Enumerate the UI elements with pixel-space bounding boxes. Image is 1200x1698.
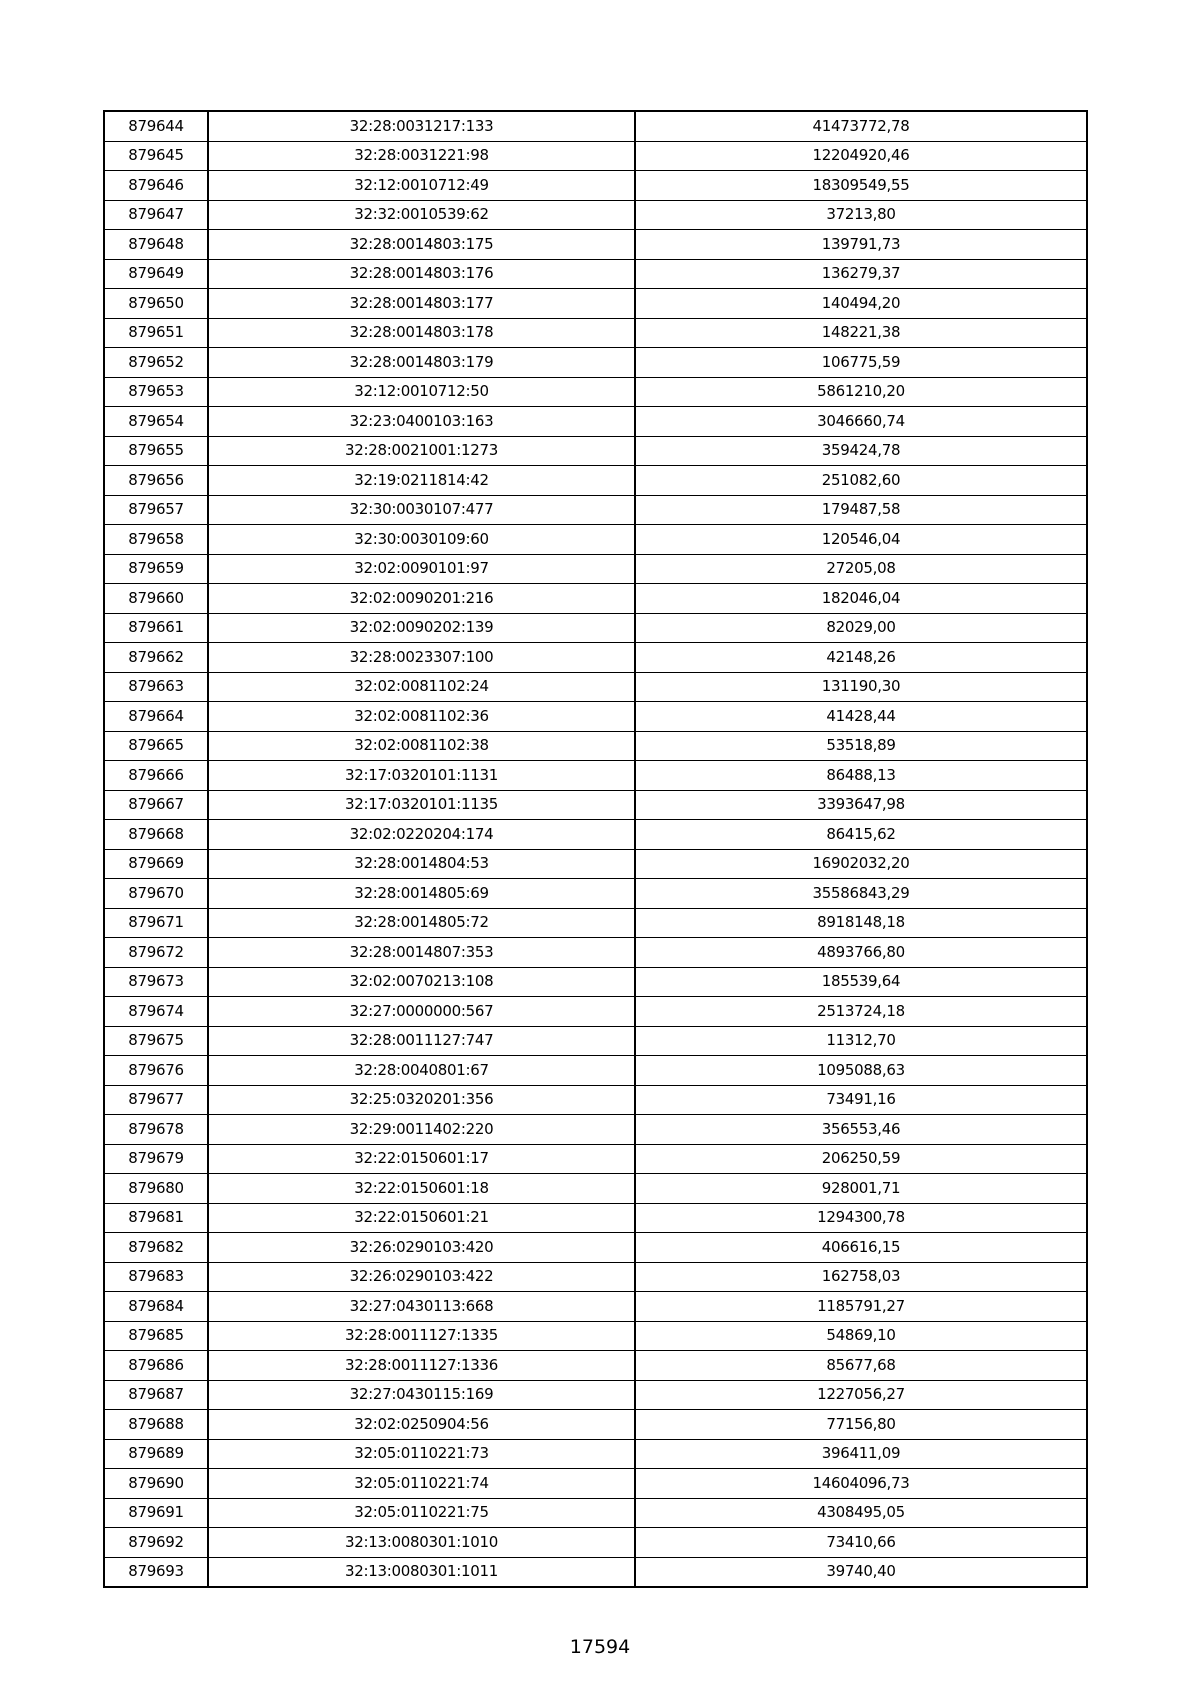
record-number-cell: 879645 <box>104 141 208 171</box>
cadastral-number-cell: 32:22:0150601:17 <box>208 1144 635 1174</box>
table-row <box>104 643 1087 673</box>
record-number-cell: 879658 <box>104 525 208 555</box>
cadastral-value-cell: 356553,46 <box>635 1115 1087 1145</box>
table-row <box>104 1115 1087 1145</box>
record-number-cell: 879691 <box>104 1498 208 1528</box>
cadastral-value-cell: 73491,16 <box>635 1085 1087 1115</box>
record-number-cell: 879675 <box>104 1026 208 1056</box>
record-number-cell: 879692 <box>104 1528 208 1558</box>
cadastral-number-cell: 32:02:0090202:139 <box>208 613 635 643</box>
record-number-cell: 879667 <box>104 790 208 820</box>
record-number-cell: 879656 <box>104 466 208 496</box>
record-number-cell: 879659 <box>104 554 208 584</box>
cadastral-number-cell: 32:28:0014803:178 <box>208 318 635 348</box>
page-number: 17594 <box>569 1636 631 1658</box>
record-number-cell: 879690 <box>104 1469 208 1499</box>
table-row <box>104 672 1087 702</box>
cadastral-number-cell: 32:05:0110221:73 <box>208 1439 635 1469</box>
table-row <box>104 525 1087 555</box>
table-row <box>104 584 1087 614</box>
cadastral-number-cell: 32:12:0010712:50 <box>208 377 635 407</box>
cadastral-number-cell: 32:13:0080301:1011 <box>208 1557 635 1587</box>
table-row <box>104 908 1087 938</box>
record-number-cell: 879681 <box>104 1203 208 1233</box>
cadastral-value-cell: 4308495,05 <box>635 1498 1087 1528</box>
cadastral-number-cell: 32:27:0430113:668 <box>208 1292 635 1322</box>
record-number-cell: 879693 <box>104 1557 208 1587</box>
cadastral-number-cell: 32:02:0090101:97 <box>208 554 635 584</box>
table-row <box>104 466 1087 496</box>
record-number-cell: 879674 <box>104 997 208 1027</box>
cadastral-number-cell: 32:28:0014805:69 <box>208 879 635 909</box>
cadastral-value-cell: 1294300,78 <box>635 1203 1087 1233</box>
record-number-cell: 879648 <box>104 230 208 260</box>
record-number-cell: 879680 <box>104 1174 208 1204</box>
cadastral-number-cell: 32:28:0023307:100 <box>208 643 635 673</box>
cadastral-value-cell: 54869,10 <box>635 1321 1087 1351</box>
cadastral-number-cell: 32:02:0081102:36 <box>208 702 635 732</box>
cadastral-number-cell: 32:27:0000000:567 <box>208 997 635 1027</box>
cadastral-value-cell: 1095088,63 <box>635 1056 1087 1086</box>
record-number-cell: 879676 <box>104 1056 208 1086</box>
cadastral-number-cell: 32:27:0430115:169 <box>208 1380 635 1410</box>
cadastral-value-cell: 106775,59 <box>635 348 1087 378</box>
cadastral-number-cell: 32:32:0010539:62 <box>208 200 635 230</box>
cadastral-value-cell: 162758,03 <box>635 1262 1087 1292</box>
record-number-cell: 879665 <box>104 731 208 761</box>
record-number-cell: 879650 <box>104 289 208 319</box>
table-row <box>104 377 1087 407</box>
cadastral-value-cell: 136279,37 <box>635 259 1087 289</box>
cadastral-value-cell: 11312,70 <box>635 1026 1087 1056</box>
record-number-cell: 879669 <box>104 849 208 879</box>
record-number-cell: 879671 <box>104 908 208 938</box>
table-row <box>104 1056 1087 1086</box>
table-row <box>104 171 1087 201</box>
record-number-cell: 879651 <box>104 318 208 348</box>
table-row <box>104 1557 1087 1587</box>
table-row <box>104 554 1087 584</box>
table-row <box>104 967 1087 997</box>
cadastral-value-cell: 12204920,46 <box>635 141 1087 171</box>
record-number-cell: 879686 <box>104 1351 208 1381</box>
cadastral-value-cell: 42148,26 <box>635 643 1087 673</box>
cadastral-number-cell: 32:28:0014807:353 <box>208 938 635 968</box>
cadastral-value-cell: 185539,64 <box>635 967 1087 997</box>
table-row <box>104 141 1087 171</box>
cadastral-value-cell: 27205,08 <box>635 554 1087 584</box>
cadastral-number-cell: 32:28:0014803:177 <box>208 289 635 319</box>
table-body <box>104 111 1087 1587</box>
cadastral-value-cell: 5861210,20 <box>635 377 1087 407</box>
record-number-cell: 879652 <box>104 348 208 378</box>
cadastral-value-cell: 3393647,98 <box>635 790 1087 820</box>
cadastral-number-cell: 32:28:0031217:133 <box>208 111 635 141</box>
cadastral-number-cell: 32:26:0290103:420 <box>208 1233 635 1263</box>
table-row <box>104 230 1087 260</box>
cadastral-value-cell: 8918148,18 <box>635 908 1087 938</box>
cadastral-value-cell: 396411,09 <box>635 1439 1087 1469</box>
record-number-cell: 879670 <box>104 879 208 909</box>
cadastral-value-cell: 148221,38 <box>635 318 1087 348</box>
cadastral-number-cell: 32:28:0014803:179 <box>208 348 635 378</box>
table-row <box>104 790 1087 820</box>
cadastral-value-cell: 131190,30 <box>635 672 1087 702</box>
cadastral-value-cell: 39740,40 <box>635 1557 1087 1587</box>
cadastral-value-cell: 86415,62 <box>635 820 1087 850</box>
table-row <box>104 849 1087 879</box>
table-row <box>104 938 1087 968</box>
table-row <box>104 289 1087 319</box>
cadastral-value-cell: 18309549,55 <box>635 171 1087 201</box>
record-number-cell: 879684 <box>104 1292 208 1322</box>
cadastral-value-cell: 140494,20 <box>635 289 1087 319</box>
cadastral-value-cell: 4893766,80 <box>635 938 1087 968</box>
record-number-cell: 879646 <box>104 171 208 201</box>
cadastral-value-cell: 1185791,27 <box>635 1292 1087 1322</box>
record-number-cell: 879679 <box>104 1144 208 1174</box>
table-row <box>104 1469 1087 1499</box>
table-row <box>104 1085 1087 1115</box>
record-number-cell: 879687 <box>104 1380 208 1410</box>
table-row <box>104 731 1087 761</box>
table-row <box>104 1026 1087 1056</box>
cadastral-number-cell: 32:28:0014803:176 <box>208 259 635 289</box>
cadastral-value-cell: 41428,44 <box>635 702 1087 732</box>
table-row <box>104 1203 1087 1233</box>
record-number-cell: 879688 <box>104 1410 208 1440</box>
cadastral-value-cell: 16902032,20 <box>635 849 1087 879</box>
table-row <box>104 820 1087 850</box>
cadastral-value-cell: 73410,66 <box>635 1528 1087 1558</box>
cadastral-number-cell: 32:17:0320101:1131 <box>208 761 635 791</box>
cadastral-value-cell: 37213,80 <box>635 200 1087 230</box>
cadastral-number-cell: 32:17:0320101:1135 <box>208 790 635 820</box>
table-row <box>104 613 1087 643</box>
table-row <box>104 259 1087 289</box>
record-number-cell: 879661 <box>104 613 208 643</box>
cadastral-number-cell: 32:30:0030109:60 <box>208 525 635 555</box>
table-row <box>104 1233 1087 1263</box>
cadastral-number-cell: 32:22:0150601:18 <box>208 1174 635 1204</box>
cadastral-number-cell: 32:28:0014804:53 <box>208 849 635 879</box>
cadastral-value-table <box>103 110 1088 1588</box>
table-row <box>104 436 1087 466</box>
cadastral-value-cell: 359424,78 <box>635 436 1087 466</box>
record-number-cell: 879657 <box>104 495 208 525</box>
cadastral-value-cell: 182046,04 <box>635 584 1087 614</box>
record-number-cell: 879664 <box>104 702 208 732</box>
table-row <box>104 407 1087 437</box>
cadastral-value-cell: 14604096,73 <box>635 1469 1087 1499</box>
record-number-cell: 879682 <box>104 1233 208 1263</box>
cadastral-number-cell: 32:02:0070213:108 <box>208 967 635 997</box>
table-row <box>104 1144 1087 1174</box>
cadastral-value-cell: 251082,60 <box>635 466 1087 496</box>
cadastral-number-cell: 32:28:0011127:1335 <box>208 1321 635 1351</box>
cadastral-number-cell: 32:23:0400103:163 <box>208 407 635 437</box>
table-row <box>104 702 1087 732</box>
table-row <box>104 1174 1087 1204</box>
record-number-cell: 879668 <box>104 820 208 850</box>
record-number-cell: 879663 <box>104 672 208 702</box>
cadastral-value-cell: 85677,68 <box>635 1351 1087 1381</box>
cadastral-value-cell: 82029,00 <box>635 613 1087 643</box>
record-number-cell: 879644 <box>104 111 208 141</box>
cadastral-value-cell: 53518,89 <box>635 731 1087 761</box>
table-row <box>104 200 1087 230</box>
cadastral-number-cell: 32:22:0150601:21 <box>208 1203 635 1233</box>
record-number-cell: 879660 <box>104 584 208 614</box>
cadastral-number-cell: 32:19:0211814:42 <box>208 466 635 496</box>
cadastral-number-cell: 32:28:0031221:98 <box>208 141 635 171</box>
cadastral-number-cell: 32:26:0290103:422 <box>208 1262 635 1292</box>
record-number-cell: 879655 <box>104 436 208 466</box>
cadastral-number-cell: 32:05:0110221:74 <box>208 1469 635 1499</box>
table-row <box>104 1439 1087 1469</box>
record-number-cell: 879685 <box>104 1321 208 1351</box>
record-number-cell: 879649 <box>104 259 208 289</box>
cadastral-number-cell: 32:12:0010712:49 <box>208 171 635 201</box>
record-number-cell: 879666 <box>104 761 208 791</box>
table-row <box>104 879 1087 909</box>
cadastral-value-cell: 206250,59 <box>635 1144 1087 1174</box>
record-number-cell: 879673 <box>104 967 208 997</box>
table-row <box>104 761 1087 791</box>
cadastral-value-cell: 1227056,27 <box>635 1380 1087 1410</box>
cadastral-number-cell: 32:02:0081102:24 <box>208 672 635 702</box>
table-row <box>104 1262 1087 1292</box>
cadastral-value-cell: 928001,71 <box>635 1174 1087 1204</box>
cadastral-number-cell: 32:05:0110221:75 <box>208 1498 635 1528</box>
record-number-cell: 879662 <box>104 643 208 673</box>
cadastral-value-cell: 120546,04 <box>635 525 1087 555</box>
table-row <box>104 1380 1087 1410</box>
table-row <box>104 1528 1087 1558</box>
cadastral-number-cell: 32:28:0014805:72 <box>208 908 635 938</box>
cadastral-number-cell: 32:28:0021001:1273 <box>208 436 635 466</box>
cadastral-value-cell: 2513724,18 <box>635 997 1087 1027</box>
cadastral-number-cell: 32:28:0011127:1336 <box>208 1351 635 1381</box>
record-number-cell: 879689 <box>104 1439 208 1469</box>
cadastral-number-cell: 32:02:0081102:38 <box>208 731 635 761</box>
table-row <box>104 1321 1087 1351</box>
table-row <box>104 1498 1087 1528</box>
record-number-cell: 879672 <box>104 938 208 968</box>
cadastral-value-cell: 179487,58 <box>635 495 1087 525</box>
cadastral-number-cell: 32:02:0250904:56 <box>208 1410 635 1440</box>
cadastral-value-cell: 41473772,78 <box>635 111 1087 141</box>
record-number-cell: 879647 <box>104 200 208 230</box>
record-number-cell: 879683 <box>104 1262 208 1292</box>
cadastral-value-cell: 35586843,29 <box>635 879 1087 909</box>
cadastral-value-cell: 3046660,74 <box>635 407 1087 437</box>
cadastral-number-cell: 32:29:0011402:220 <box>208 1115 635 1145</box>
record-number-cell: 879653 <box>104 377 208 407</box>
record-number-cell: 879677 <box>104 1085 208 1115</box>
table-row <box>104 495 1087 525</box>
record-number-cell: 879678 <box>104 1115 208 1145</box>
table-row <box>104 111 1087 141</box>
cadastral-number-cell: 32:30:0030107:477 <box>208 495 635 525</box>
cadastral-number-cell: 32:28:0014803:175 <box>208 230 635 260</box>
cadastral-number-cell: 32:28:0040801:67 <box>208 1056 635 1086</box>
table-row <box>104 348 1087 378</box>
cadastral-number-cell: 32:25:0320201:356 <box>208 1085 635 1115</box>
cadastral-number-cell: 32:02:0220204:174 <box>208 820 635 850</box>
table-row <box>104 997 1087 1027</box>
cadastral-number-cell: 32:28:0011127:747 <box>208 1026 635 1056</box>
cadastral-number-cell: 32:13:0080301:1010 <box>208 1528 635 1558</box>
cadastral-value-cell: 139791,73 <box>635 230 1087 260</box>
record-number-cell: 879654 <box>104 407 208 437</box>
table-row <box>104 1351 1087 1381</box>
table-row <box>104 318 1087 348</box>
table-row <box>104 1292 1087 1322</box>
table-row <box>104 1410 1087 1440</box>
cadastral-value-cell: 406616,15 <box>635 1233 1087 1263</box>
cadastral-number-cell: 32:02:0090201:216 <box>208 584 635 614</box>
cadastral-value-cell: 86488,13 <box>635 761 1087 791</box>
cadastral-value-cell: 77156,80 <box>635 1410 1087 1440</box>
